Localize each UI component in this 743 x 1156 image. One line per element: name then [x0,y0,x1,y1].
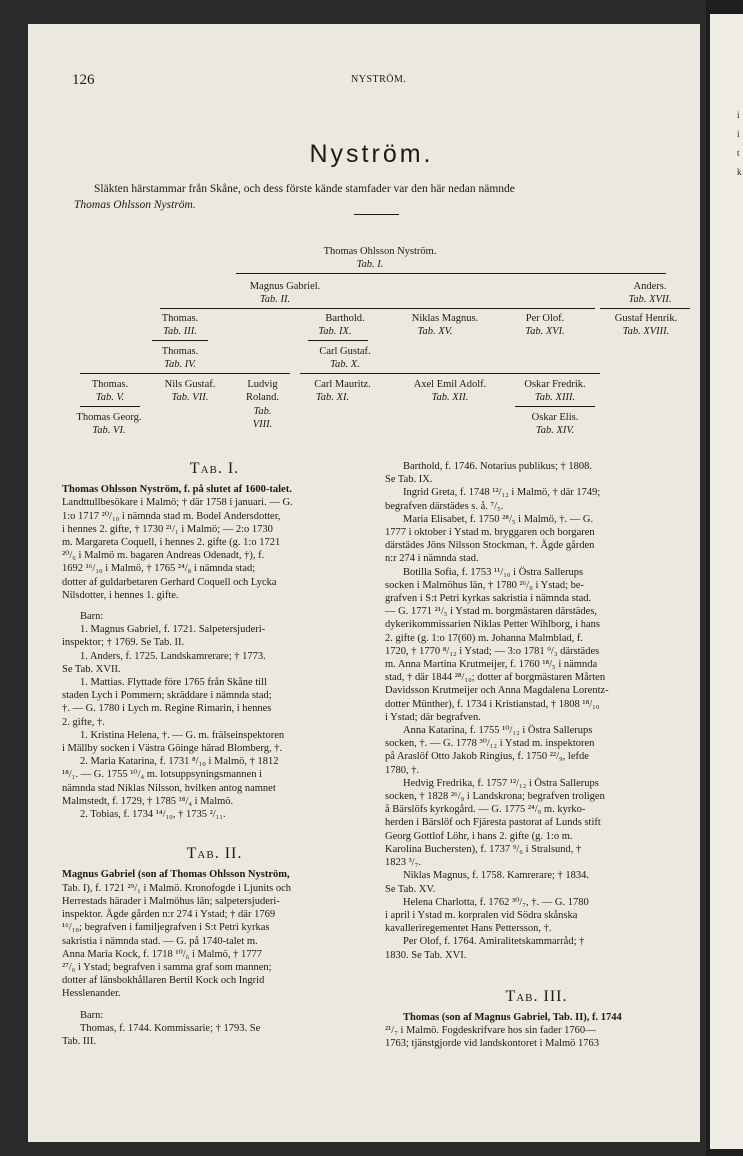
text-line: Hedvig Fredrika, f. 1757 ¹²/₁₂ i Östra Sallerups [403,777,599,789]
tree-perolof: Per Olof. [525,313,565,324]
running-title: NYSTRÖM. [351,74,407,85]
text-line: Maria Elisabet, f. 1750 ²⁸/₅ i Malmö, †. — G. [403,513,594,525]
text-line: därstädes Jöns Nilsson Stockman, †. Ägde gården [385,540,595,552]
tree-ludvig-tab-2: VIII. [252,419,273,430]
text-line: sakristia i nämnda stad. — G. på 1740-talet m. [62,935,258,947]
tree-oskar: Oskar Fredrik. [524,379,586,390]
tree-carl-tab: Tab. X. [330,359,360,370]
text-line: Herrestads härader i Malmöhus län; salpetersjuderi- [62,895,280,907]
text-line: 2. gifte, †. [62,716,105,728]
text-line: inspektor. Ägde gården n:r 274 i Ystad; † där 1769 [62,909,276,921]
text-line: Landttullbesökare i Malmö; † där 1758 i januari. — G. [62,497,293,509]
text-line: Helena Charlotta, f. 1762 ³⁰/₇, †. — G. 1780 [403,896,589,908]
tree-barthold: Barthold. [325,313,365,324]
tree-ludvig-2: Roland. [246,392,279,403]
tree-bracket-root [236,273,666,274]
tree-thomas5: Thomas. [91,379,129,390]
tree-thomas5-tab: Tab. V. [95,392,125,403]
tree-thomas4: Thomas. [161,346,199,357]
text-line: 1:o 1717 ²⁰/₁₀ i nämnda stad m. Bodel Andersdotter, [62,510,281,522]
title-divider [354,214,399,215]
tree-axel: Axel Emil Adolf. [413,379,487,390]
text-line: Georg Gottlof Löhr, i hans 2. gifte (g. 1:o m. [385,830,573,842]
text-line: Anna Maria Kock, f. 1718 ¹⁰/₆ i Malmö, † 1777 [62,948,262,960]
text-line: begrafven därstädes s. å. ⁷/₅. [385,500,504,512]
tree-niklas-tab: Tab. XV. [417,326,453,337]
text-line: stad, † där 1844 ²⁸/₁₀; dotter af borgmästaren Mårten [385,672,606,684]
text-line: kavalleriregementet Hans Pettersson, †. [385,923,552,935]
tree-axel-tab: Tab. XII. [431,392,469,403]
text-line: 1. Magnus Gabriel, f. 1721. Salpetersjuderi- [80,624,266,636]
text-line: Se Tab. XV. [385,883,436,895]
text-line: Niklas Magnus, f. 1758. Kamrerare; † 1834. [403,870,590,882]
tree-bracket-barthold [308,340,368,341]
text-line: staden Lych i Pommern; skräddare i nämnda stad; [62,690,272,702]
text-line: 1780, †. [385,764,420,776]
tree-niklas: Niklas Magnus. [411,313,479,324]
text-line: ¹⁶/₁₀; begrafven i familjegrafven i S:t Petri kyrkas [62,922,270,934]
tree-carlm: Carl Mauritz. [314,379,371,390]
tree-thomas3: Thomas. [161,313,199,324]
text-line: å Bärslöfs kyrkogård. — G. 1775 ²⁴/₉ m. kyrko- [385,804,586,816]
next-page-letters [737,106,742,182]
text-line: Se Tab. IX. [385,474,433,486]
text-line: 1. Kristina Helena, †. — G. m. frälseinspektoren [80,729,285,741]
text-line: socken, †. — G. 1778 ³⁰/₁₂ i Ystad m. inspektoren [385,738,595,750]
text-line: 1763; tjänstgjorde vid landskontoret i Malmö 1763 [385,1038,600,1050]
tree-thomasg-tab: Tab. VI. [92,425,126,436]
intro-paragraph [74,181,684,213]
tree-root-tab: Tab. I. [356,259,384,270]
tree-oskar-tab: Tab. XIII. [534,392,576,403]
tree-anders: Anders. [633,281,667,292]
tree-oskare-tab: Tab. XIV. [535,425,575,436]
text-line: dykerikommissarien Niklas Petter Wihlborg, i hans [385,619,600,631]
tree-carl: Carl Gustaf. [319,346,371,357]
text-line: ²⁰/₆ i Malmö m. bagaren Andreas Odenadt, †), f. [62,550,265,562]
text-line: nämnda stad Niklas Nilsson, hvilken antog namnet [62,782,276,794]
tree-thomasg: Thomas Georg. [76,412,142,423]
tree-nils: Nils Gustaf. [164,379,216,390]
text-line: 1720, † 1770 ⁸/₁₂ i Ystad; — 3:o 1781 ⁹/₃ därstädes [385,645,600,657]
text-line: Barthold, f. 1746. Notarius publikus; † 1808. [403,461,592,472]
text-line: dotter af länsbokhållaren Bertil Kock och Ingrid [62,975,265,987]
tree-bracket-thomas5 [80,406,140,407]
text-line: i Mällby socken i Västra Göinge härad Blomberg, †. [62,743,283,755]
left-column [62,456,367,1048]
text-line: inspektor; † 1769. Se Tab. II. [62,637,185,649]
edge-letter: k [737,167,742,177]
page-number: 126 [72,72,95,88]
tree-bracket-oskar [515,406,595,407]
tree-oskare: Oskar Elis. [531,412,579,423]
text-line: 1. Mattias. Flyttade före 1765 från Skåne till [80,677,267,689]
tree-thomas4-tab: Tab. IV. [164,359,196,370]
text-line: m. Margareta Coquell, i hennes 2. gifte (g. 1:o 1721 [62,537,281,549]
text-line: Tab. III. [62,1035,96,1047]
next-page-edge [710,14,743,1149]
tree-magnus: Magnus Gabriel. [249,281,321,292]
text-line: Davidsson Krutmeijer och Anna Magdalena Lorentz- [385,685,609,697]
text-line: grafven i S:t Petri kyrkas sakristia i nämnda stad. [385,593,592,605]
page-title: Nyström. [309,140,434,168]
text-line: dotter Münther), f. 1734 i Kristianstad, † 1808 ¹⁸/₁₀ [385,698,600,710]
text-line: — G. 1771 ²¹/₅ i Ystad m. borgmästaren därstädes, [385,606,598,618]
tree-barthold-tab: Tab. IX. [318,326,352,337]
text-line: herden i Bärslöf och Fjärestа pastorat af Lunds stift [385,817,601,829]
tree-root: Thomas Ohlsson Nyström. [323,246,437,257]
tree-bracket-thomas3 [152,340,208,341]
tree-bracket-carl [300,373,600,374]
tree-anders-tab: Tab. XVII. [628,294,672,305]
text-line: Thomas, f. 1744. Kommissarie; † 1793. Se [80,1022,261,1034]
text-line: Per Olof, f. 1764. Amiralitetskammarråd; † [403,936,585,948]
heading-tab-2: Tab. II. [186,845,243,863]
text-line: 2. Maria Katarina, f. 1731 ⁸/₁₀ i Malmö, † 1812 [80,756,279,768]
tree-ludvig-tab-1: Tab. [253,406,272,417]
text-line: m. Anna Martina Krutmeijer, f. 1760 ¹⁸/₅ i nämnda [385,659,598,671]
text-line: Tab. I), f. 1721 ²⁹/₁ i Malmö. Kronofogde i Ljunits och [62,882,292,894]
text-line: Anna Katarina, f. 1755 ¹⁰/₁₂ i Östra Sallerups [403,725,593,737]
text-line: Karolina Buchersten), f. 1737 ⁹/₆ i Stralsund, † [385,843,582,855]
tree-bracket-magnus [160,308,595,309]
text-line: Botilla Sofia, f. 1753 ¹¹/₁₀ i Östra Sallerups [403,566,584,578]
text-line: 2. gifte (g. 1:o 17(60) m. Johanna Malmblad, f. [385,632,584,644]
heading-tab-1: Tab. I. [189,460,240,477]
intro-line-1: Släkten härstammar från Skåne, och dess förste kände stamfader var den här nedan nämnde [94,183,515,195]
tree-nils-tab: Tab. VII. [171,392,209,403]
tree-thomas3-tab: Tab. III. [163,326,197,337]
text-line: 1830. Se Tab. XVI. [385,949,467,961]
text-line: Thomas Ohlsson Nyström, f. på slutet af 1600-talet. [62,484,292,496]
text-line: i april i Ystad m. korpralen vid Södra skånska [385,909,578,921]
text-line: Hesslenander. [62,988,121,1000]
text-line: Nilsdotter, i hennes 1. gifte. [62,589,179,601]
text-line: i Ystad; där begrafven. [385,711,481,723]
tree-gustaf: Gustaf Henrik. [614,313,678,324]
text-line: 1777 i oktober i Ystad m. bryggaren och borgaren [385,527,595,539]
barn-label: Barn: [80,1009,104,1021]
barn-label: Barn: [80,611,104,623]
tree-bracket-anders [600,308,690,309]
edge-letter: i [737,110,740,120]
text-line: ¹⁸/₁. — G. 1755 ¹⁰/₄ m. lotsuppsyningsmannen i [62,769,262,781]
text-line: på Araslöf Otto Jakob Ringius, f. 1750 ²²/₉, lefde [385,751,589,763]
edge-letter: i [737,129,740,139]
text-line: 2. Tobias, f. 1734 ¹⁴/₁₀, † 1735 ²/₁₁. [80,809,226,821]
text-line: 1692 ¹⁶/₁₀ i Malmö, † 1765 ²⁴/₈ i nämnda stad; [62,563,256,575]
intro-line-2: Thomas Ohlsson Nyström. [74,199,196,211]
text-line: socken, † 1828 ²⁶/₉ i Landskrona; begrafven troligen [385,791,605,803]
text-line: †. — G. 1780 i Lych m. Regine Rimarin, i hennes [62,703,272,715]
text-line: ²⁷/₆ i Ystad; begrafven i samma graf som mannen; [62,961,272,973]
text-line: dotter af guldarbetaren Gerhard Coquell och Lycka [62,576,277,588]
text-line: ²¹/₇ i Malmö. Fogdeskrifvare hos sin fader 1760— [385,1025,596,1037]
right-column [385,460,688,1051]
text-line: socken i Malmöhus län, † 1780 ²⁶/₉ i Ystad; be- [385,579,585,591]
text-line: 1823 ³/₇. [385,857,421,869]
tree-perolof-tab: Tab. XVI. [525,326,565,337]
text-line: Ingrid Greta, f. 1748 ¹²/₁₂ i Malmö, † där 1749; [403,487,601,499]
text-line: 1. Anders, f. 1725. Landskamrerare; † 1773. [80,650,266,662]
text-line: Malmstedt, f. 1729, † 1785 ¹⁸/₄ i Malmö. [62,795,234,807]
text-line: Magnus Gabriel (son af Thomas Ohlsson Nyström, [62,869,290,881]
tree-bracket-thomas4 [80,373,290,374]
heading-tab-3: Tab. III. [505,987,568,1005]
text-line: n:r 274 i nämnda stad. [385,553,479,565]
edge-letter: t [737,148,740,158]
text-line: Thomas (son af Magnus Gabriel, Tab. II), f. 1744 [403,1011,622,1023]
text-line: i hennes 2. gifte, † 1730 ²¹/₁ i Malmö; — 2:o 1730 [62,523,273,535]
tree-magnus-tab: Tab. II. [259,294,291,305]
text-line: Se Tab. XVII. [62,663,121,675]
tree-carlm-tab: Tab. XI. [315,392,350,403]
tree-gustaf-tab: Tab. XVIII. [622,326,670,337]
tree-ludvig: Ludvig [247,379,278,390]
